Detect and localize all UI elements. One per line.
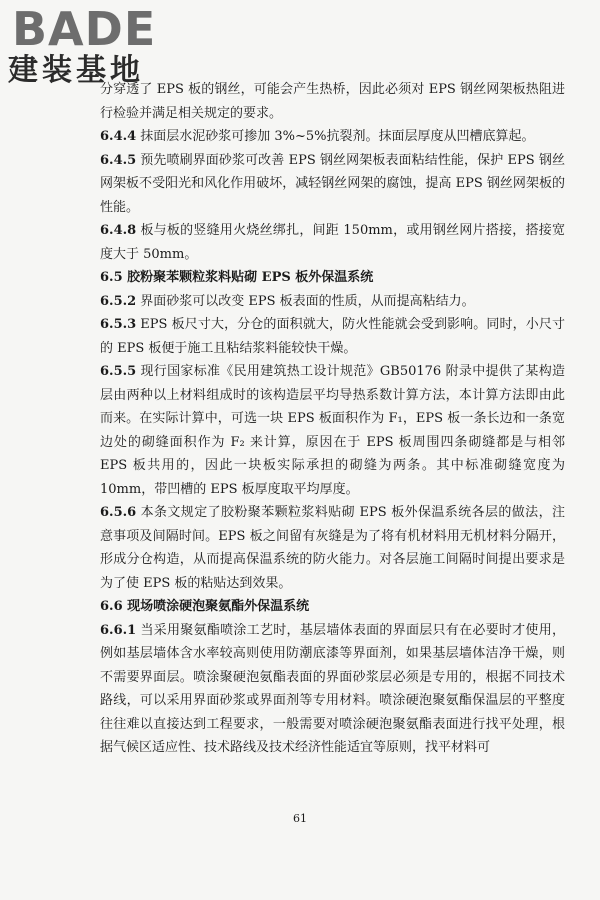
clause-paragraph [100, 219, 565, 266]
clause-text: 界面砂浆可以改变 EPS 板表面的性质，从而提高粘结力。 [140, 293, 475, 309]
document-body [100, 78, 565, 760]
clause-text: 当采用聚氨酯喷涂工艺时，基层墙体表面的界面层只有在必要时才使用，例如基层墙体含水率较高则使用防潮底漆等界面剂，如果基层墙体洁净干燥，则不需要界面层。喷涂聚硬泡氨酯表面的界面砂浆层必须是专用的，根据不同技术路线，可以采用界面砂浆或界面剂等专用材料。喷涂硬泡聚氨酯保温层的平整度往往难以直接达到工程要求，一般需要对喷涂硬泡聚氨酯表面进行找平处理，根据气候区适应性、技术路线及技术经济性能适宜等原则，找平材料可 [100, 622, 565, 755]
clause-number: 6.4.4 [100, 129, 137, 144]
clause-paragraph [100, 501, 565, 595]
section-heading: 6.5 胶粉聚苯颗粒浆料贴砌 EPS 板外保温系统 [100, 270, 374, 285]
clause-number: 6.5.2 [100, 293, 137, 309]
clause-paragraph [100, 619, 565, 760]
section-heading: 6.6 现场喷涂硬泡聚氨酯外保温系统 [100, 599, 310, 614]
clause-paragraph [100, 313, 565, 360]
clause-text: EPS 板尺寸大，分仓的面积就大，防火性能就会受到影响。同时，小尺寸的 EPS 板便于施工且粘结浆料能较快干燥。 [100, 317, 565, 356]
clause-number: 6.5.6 [100, 505, 137, 520]
clause-text: 本条文规定了胶粉聚苯颗粒浆料贴砌 EPS 板外保温系统各层的做法，注意事项及间隔时间。EPS 板之间留有灰缝是为了将有机材料用无机材料分隔开，形成分仓构造，从而提高保温系统的防火能力。对各层施工间隔时间提出要求是为了使 EPS 板的粘贴达到效果。 [100, 505, 565, 591]
clause-paragraph [100, 78, 565, 125]
logo-chinese-name: 建装基地 [8, 53, 144, 88]
clause-paragraph [100, 290, 565, 314]
clause-paragraph [100, 360, 565, 501]
clause-number: 6.4.5 [100, 152, 137, 168]
clause-number: 6.4.8 [100, 223, 137, 238]
clause-text: 板与板的竖缝用火烧丝绑扎，间距 150mm，或用钢丝网片搭接，搭接宽度大于 50mm。 [100, 223, 565, 262]
clause-paragraph [100, 149, 565, 220]
clause-text: 现行国家标准《民用建筑热工设计规范》GB50176 附录中提供了某构造层由两种以上材料组成时的该构造层平均导热系数计算方法，本计算方法即由此而来。在实际计算中，可选一块 EPS 板面积作为 F₁，EPS 板一条长边和一条宽边处的砌缝面积作为 F₂ 来计算，原因在于 EPS 板周围四条砌缝都是与相邻 EPS 板共用的，因此一块板实际承担的砌缝为两条。其中标准砌缝宽度为 10mm，带凹槽的 EPS 板厚度取平均厚度。 [100, 364, 565, 497]
clause-text: 抹面层水泥砂浆可掺加 3%~5%抗裂剂。抹面层厚度从凹槽底算起。 [140, 129, 535, 144]
clause-number: 6.6.1 [100, 622, 137, 638]
logo-wordmark: BADE [12, 2, 157, 56]
page-number: 61 [293, 812, 307, 825]
clause-text: 分穿透了 EPS 板的钢丝，可能会产生热桥，因此必须对 EPS 钢丝网架板热阻进行检验并满足相关规定的要求。 [100, 82, 565, 121]
clause-number: 6.5.3 [100, 317, 137, 332]
clause-number: 6.5.5 [100, 364, 137, 379]
clause-text: 预先喷刷界面砂浆可改善 EPS 钢丝网架板表面粘结性能，保护 EPS 钢丝网架板不受阳光和风化作用破坏，减轻钢丝网架的腐蚀，提高 EPS 钢丝网架板的性能。 [100, 152, 565, 215]
clause-paragraph [100, 125, 565, 149]
